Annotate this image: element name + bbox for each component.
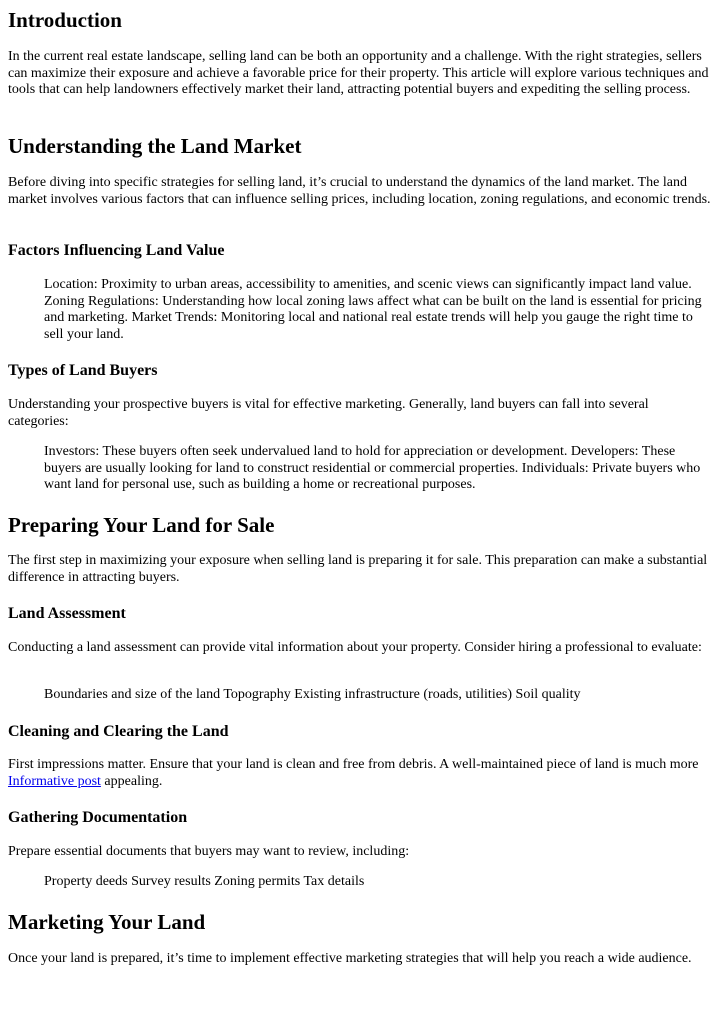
heading-assessment: Land Assessment bbox=[8, 605, 126, 622]
heading-preparing: Preparing Your Land for Sale bbox=[8, 513, 275, 537]
heading-introduction: Introduction bbox=[8, 8, 122, 32]
para-introduction: In the current real estate landscape, selling land can be both an opportunity and a challenge. With the right strategies, sellers can maximize their exposure and achieve a favorable price for their property. This article will explore various techniques and tools that can help landowners effectively market their land, attracting potential buyers and expediting the selling process. bbox=[8, 49, 709, 97]
informative-post-link[interactable]: Informative post bbox=[8, 773, 101, 789]
heading-documentation: Gathering Documentation bbox=[8, 809, 188, 826]
para-cleaning bbox=[8, 757, 712, 790]
para-land-market: Before diving into specific strategies for selling land, it’s crucial to understand the dynamics of the land market. The land market involves various factors that can influence selling prices, including location, zoning regulations, and economic trends. bbox=[8, 175, 711, 207]
heading-factors: Factors Influencing Land Value bbox=[8, 242, 225, 259]
heading-land-market: Understanding the Land Market bbox=[8, 134, 302, 158]
para-marketing: Once your land is prepared, it’s time to implement effective marketing strategies that will help you reach a wide audience. bbox=[8, 951, 692, 966]
para-cleaning-text-2: appealing. bbox=[100, 773, 163, 789]
quote-documentation: Property deeds Survey results Zoning permits Tax details bbox=[44, 874, 365, 889]
para-assessment: Conducting a land assessment can provide vital information about your property. Consider hiring a professional to evaluate: bbox=[8, 640, 702, 655]
quote-factors: Location: Proximity to urban areas, accessibility to amenities, and scenic views can significantly impact land value. Zoning Regulations: Understanding how local zoning laws affect what can be built on the land is essential for pricing and marketing. Market Trends: Monitoring local and national real estate trends will help you gauge the right time to sell your land. bbox=[44, 277, 702, 342]
quote-buyers: Investors: These buyers often seek undervalued land to hold for appreciation or development. Developers: These buyers are usually looking for land to construct residential or commercial properties. Individuals: Private buyers who want land for personal use, such as building a home or recreational purposes. bbox=[44, 444, 701, 492]
heading-cleaning: Cleaning and Clearing the Land bbox=[8, 723, 229, 740]
heading-buyers: Types of Land Buyers bbox=[8, 362, 158, 379]
para-cleaning-text-1: First impressions matter. Ensure that your land is clean and free from debris. A well-maintained piece of land is much more bbox=[8, 757, 699, 772]
para-preparing: The first step in maximizing your exposure when selling land is preparing it for sale. This preparation can make a substantial difference in attracting buyers. bbox=[8, 553, 708, 585]
heading-marketing: Marketing Your Land bbox=[8, 910, 206, 934]
para-buyers: Understanding your prospective buyers is vital for effective marketing. Generally, land buyers can fall into several categories: bbox=[8, 397, 649, 429]
quote-assessment: Boundaries and size of the land Topography Existing infrastructure (roads, utilities) Soil quality bbox=[44, 687, 581, 702]
para-documentation: Prepare essential documents that buyers may want to review, including: bbox=[8, 844, 410, 859]
